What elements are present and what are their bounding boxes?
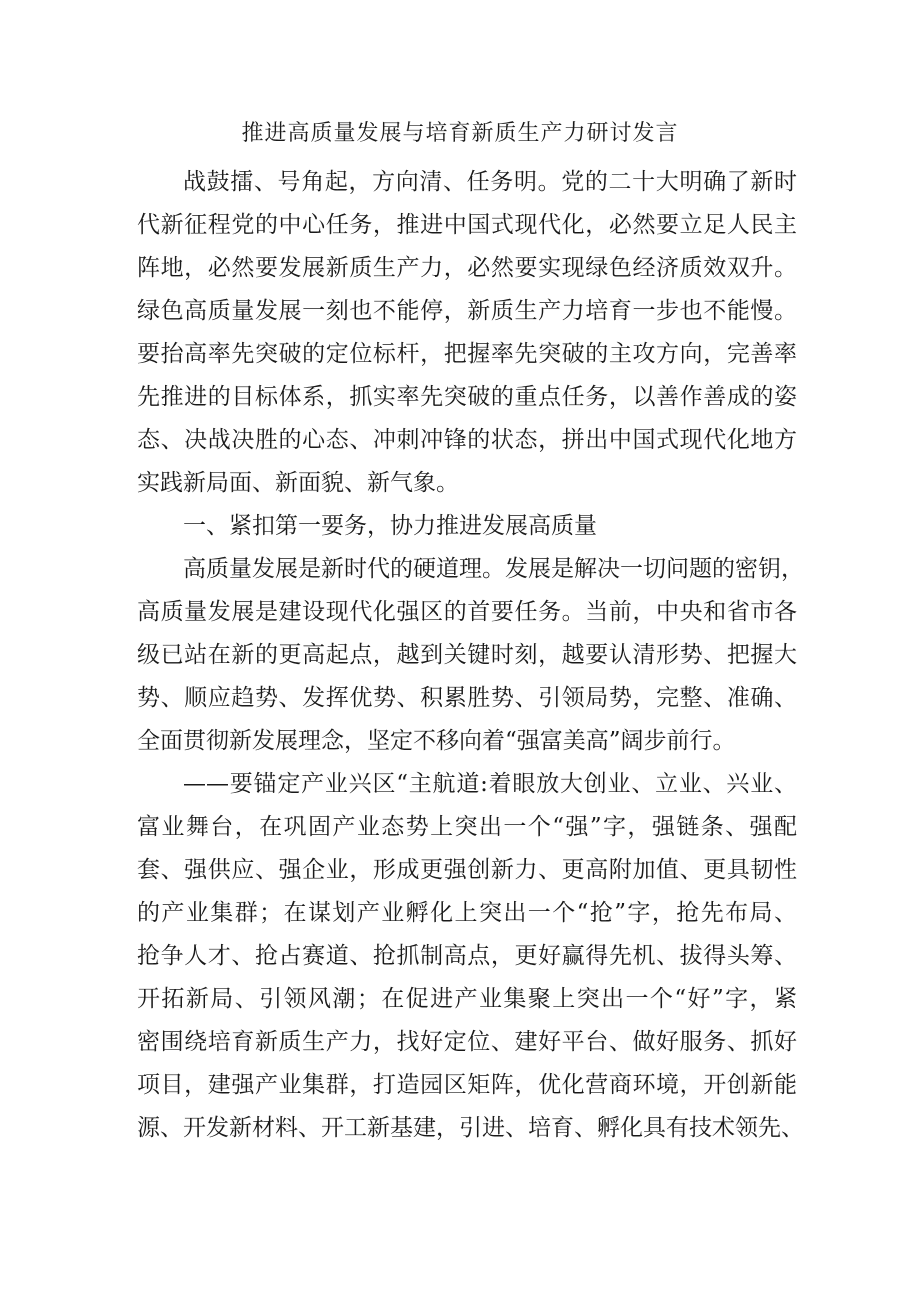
paragraph-line: 代新征程党的中心任务，推进中国式现代化，必然要立足人民主: [137, 212, 797, 238]
paragraph-line: 势、顺应趋势、发挥优势、积累胜势、引领局势，完整、准确、: [137, 685, 797, 711]
paragraph-line: 套、强供应、强企业，形成更强创新力、更高附加值、更具韧性: [137, 857, 797, 883]
paragraph-line: 项目，建强产业集群，打造园区矩阵，优化营商环境，开创新能: [137, 1072, 797, 1098]
paragraph-line: ——要锚定产业兴区“主航道:着眼放大创业、立业、兴业、: [183, 771, 797, 797]
paragraph-line: 阵地，必然要发展新质生产力，必然要实现绿色经济质效双升。: [137, 255, 797, 281]
paragraph-line: 抢争人才、抢占赛道、抢抓制高点，更好赢得先机、拔得头筹、: [137, 943, 797, 969]
paragraph-line: 开拓新局、引领风潮；在促进产业集聚上突出一个“好”字，紧: [137, 986, 797, 1012]
paragraph-line: 高质量发展是新时代的硬道理。发展是解决一切问题的密钥，: [183, 556, 804, 582]
paragraph-line: 要抬高率先突破的定位标杆，把握率先突破的主攻方向，完善率: [137, 341, 797, 367]
paragraph-line: 绿色高质量发展一刻也不能停，新质生产力培育一步也不能慢。: [137, 298, 797, 324]
document-title: 推进高质量发展与培育新质生产力研讨发言: [241, 121, 679, 146]
paragraph-line: 战鼓擂、号角起，方向清、任务明。党的二十大明确了新时: [183, 169, 797, 195]
paragraph-line: 的产业集群；在谋划产业孵化上突出一个“抢”字，抢先布局、: [137, 900, 797, 926]
paragraph-line: 级已站在新的更高起点，越到关键时刻，越要认清形势、把握大: [137, 642, 797, 668]
paragraph-line: 密围绕培育新质生产力，找好定位、建好平台、做好服务、抓好: [137, 1029, 797, 1055]
paragraph-line: 高质量发展是建设现代化强区的首要任务。当前，中央和省市各: [137, 599, 797, 625]
paragraph-line: 实践新局面、新面貌、新气象。: [137, 470, 459, 496]
paragraph-line: 态、决战决胜的心态、冲刺冲锋的状态，拼出中国式现代化地方: [137, 427, 797, 453]
paragraph-line: 源、开发新材料、开工新基建，引进、培育、孵化具有技术领先、: [137, 1115, 804, 1141]
paragraph-line: 全面贯彻新发展理念，坚定不移向着“强富美高”阔步前行。: [137, 728, 736, 754]
paragraph-line: 富业舞台，在巩固产业态势上突出一个“强”字，强链条、强配: [137, 814, 797, 840]
paragraph-line: 先推进的目标体系，抓实率先突破的重点任务，以善作善成的姿: [137, 384, 797, 410]
section-heading: 一、紧扣第一要务，协力推进发展高质量: [183, 513, 597, 539]
